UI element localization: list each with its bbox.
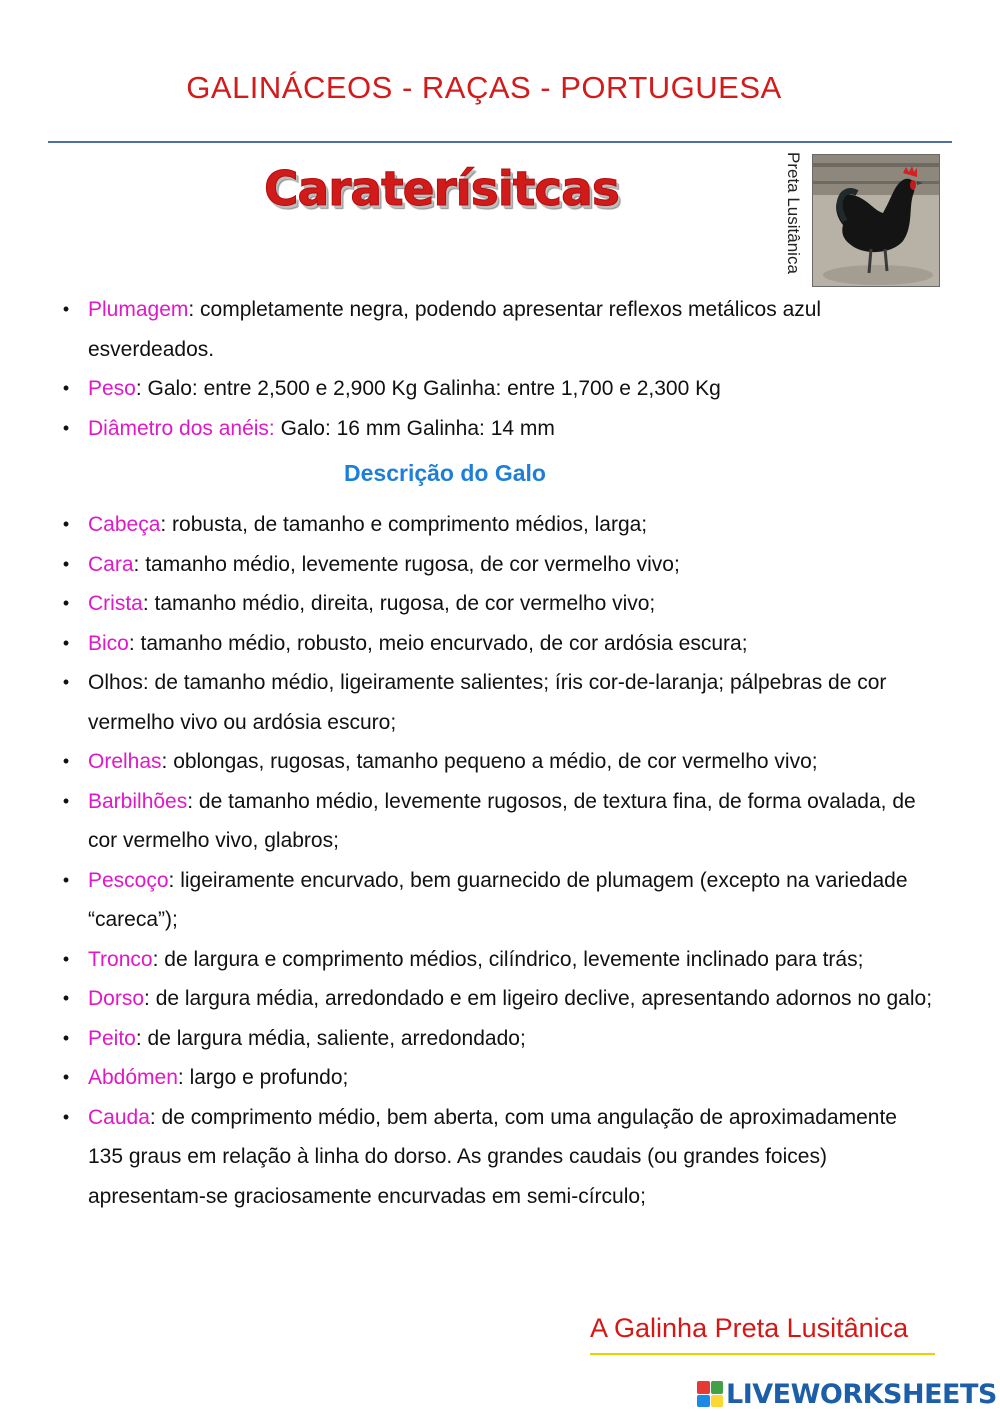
- item-term: Bico: [88, 631, 129, 655]
- item-text: : de comprimento médio, bem aberta, com uma angulação de aproximadamente 135 graus em relação à linha do dorso. As grandes caudais (ou grandes foices) apresentam-se graciosamente encurvadas em semi-círculo;: [88, 1105, 897, 1208]
- list-item: [56, 584, 936, 624]
- item-text: : ligeiramente encurvado, bem guarnecido de plumagem (excepto na variedade “careca”);: [88, 868, 908, 931]
- list-item: [56, 505, 936, 545]
- list-item: [56, 979, 936, 1019]
- item-text: : tamanho médio, direita, rugosa, de cor vermelho vivo;: [142, 592, 656, 615]
- list-item: [56, 940, 936, 980]
- list-item: [56, 742, 936, 782]
- footer-title: A Galinha Preta Lusitânica: [590, 1313, 909, 1343]
- item-term: Crista: [88, 592, 143, 615]
- list-item: [56, 861, 936, 940]
- list-item: [56, 1098, 936, 1217]
- characteristics-list: [56, 290, 936, 448]
- item-term: Abdómen: [88, 1066, 178, 1089]
- item-text: : de largura média, saliente, arredondado;: [135, 1026, 526, 1050]
- item-term: Peso: [88, 377, 136, 400]
- list-item: [56, 409, 936, 449]
- item-text: : completamente negra, podendo apresentar reflexos metálicos azul esverdeados.: [88, 298, 822, 361]
- item-text: : robusta, de tamanho e comprimento médios, larga;: [160, 513, 648, 536]
- footer-underline: [590, 1353, 935, 1355]
- logo-square-icon: [711, 1381, 724, 1394]
- bullet-icon: •: [62, 632, 70, 653]
- bullet-icon: •: [62, 299, 70, 319]
- list-item: [56, 290, 936, 369]
- bullet-icon: •: [62, 751, 70, 771]
- item-term: Dorso: [88, 987, 145, 1010]
- item-term: Cara: [88, 552, 134, 576]
- bullet-icon: •: [62, 593, 70, 613]
- logo-square-icon: [711, 1395, 724, 1408]
- bullet-icon: •: [62, 988, 70, 1008]
- bullet-icon: •: [62, 514, 70, 534]
- item-term: Pescoço: [88, 868, 169, 892]
- item-term: Peito: [88, 1026, 136, 1050]
- bullet-icon: •: [62, 1067, 70, 1087]
- item-term: Tronco: [88, 947, 153, 971]
- logo-square-icon: [697, 1381, 710, 1394]
- item-term: Plumagem: [88, 298, 189, 321]
- list-item: [56, 624, 936, 664]
- list-item: [56, 1058, 936, 1098]
- photo-caption: Preta Lusitânica: [784, 152, 803, 274]
- item-text: Galo: 16 mm Galinha: 14 mm: [274, 416, 555, 440]
- rooster-photo: [812, 154, 940, 287]
- item-text: : tamanho médio, robusto, meio encurvado, de cor ardósia escura;: [128, 631, 748, 655]
- item-text: Olhos: de tamanho médio, ligeiramente salientes; íris cor-de-laranja; pálpebras de cor vermelho vivo ou ardósia escuro;: [88, 671, 887, 734]
- list-item: [56, 369, 936, 409]
- list-item: [56, 663, 936, 742]
- list-item: [56, 545, 936, 585]
- bullet-icon: •: [62, 417, 70, 438]
- item-term: Cauda: [88, 1105, 150, 1129]
- liveworksheets-logo[interactable]: [697, 1378, 997, 1410]
- bullet-icon: •: [62, 378, 70, 398]
- item-text: : de largura e comprimento médios, cilíndrico, levemente inclinado para trás;: [152, 947, 864, 971]
- item-term: Diâmetro dos anéis:: [88, 416, 275, 440]
- item-text: : tamanho médio, levemente rugosa, de cor vermelho vivo;: [133, 552, 680, 576]
- rooster-subheading: Descrição do Galo: [344, 460, 546, 486]
- page-title: GALINÁCEOS - RAÇAS - PORTUGUESA: [186, 70, 782, 105]
- item-text: : de tamanho médio, levemente rugosos, de textura fina, de forma ovalada, de cor vermelho vivo, glabros;: [88, 789, 916, 852]
- bullet-icon: •: [62, 1106, 70, 1127]
- bullet-icon: •: [62, 672, 70, 692]
- title-divider: [48, 141, 952, 143]
- item-term: Cabeça: [88, 513, 161, 536]
- rooster-description-list: [56, 505, 936, 1216]
- bullet-icon: •: [62, 790, 70, 811]
- bullet-icon: •: [62, 869, 70, 890]
- logo-text: LIVEWORKSHEETS: [726, 1378, 997, 1410]
- item-text: : de largura média, arredondado e em ligeiro declive, apresentando adornos no galo;: [144, 987, 933, 1010]
- bullet-icon: •: [62, 553, 70, 574]
- item-term: Orelhas: [88, 750, 162, 773]
- bullet-icon: •: [62, 948, 70, 969]
- liveworksheets-logo-icon: [697, 1381, 723, 1407]
- logo-square-icon: [697, 1395, 710, 1408]
- item-text: : largo e profundo;: [177, 1066, 349, 1089]
- bullet-icon: •: [62, 1027, 70, 1048]
- list-item: [56, 782, 936, 861]
- item-term: Barbilhões: [88, 789, 188, 813]
- section-heading: Caraterísitcas: [264, 162, 619, 217]
- item-text: : Galo: entre 2,500 e 2,900 Kg Galinha: entre 1,700 e 2,300 Kg: [135, 377, 721, 400]
- item-text: : oblongas, rugosas, tamanho pequeno a médio, de cor vermelho vivo;: [161, 750, 818, 773]
- list-item: [56, 1019, 936, 1059]
